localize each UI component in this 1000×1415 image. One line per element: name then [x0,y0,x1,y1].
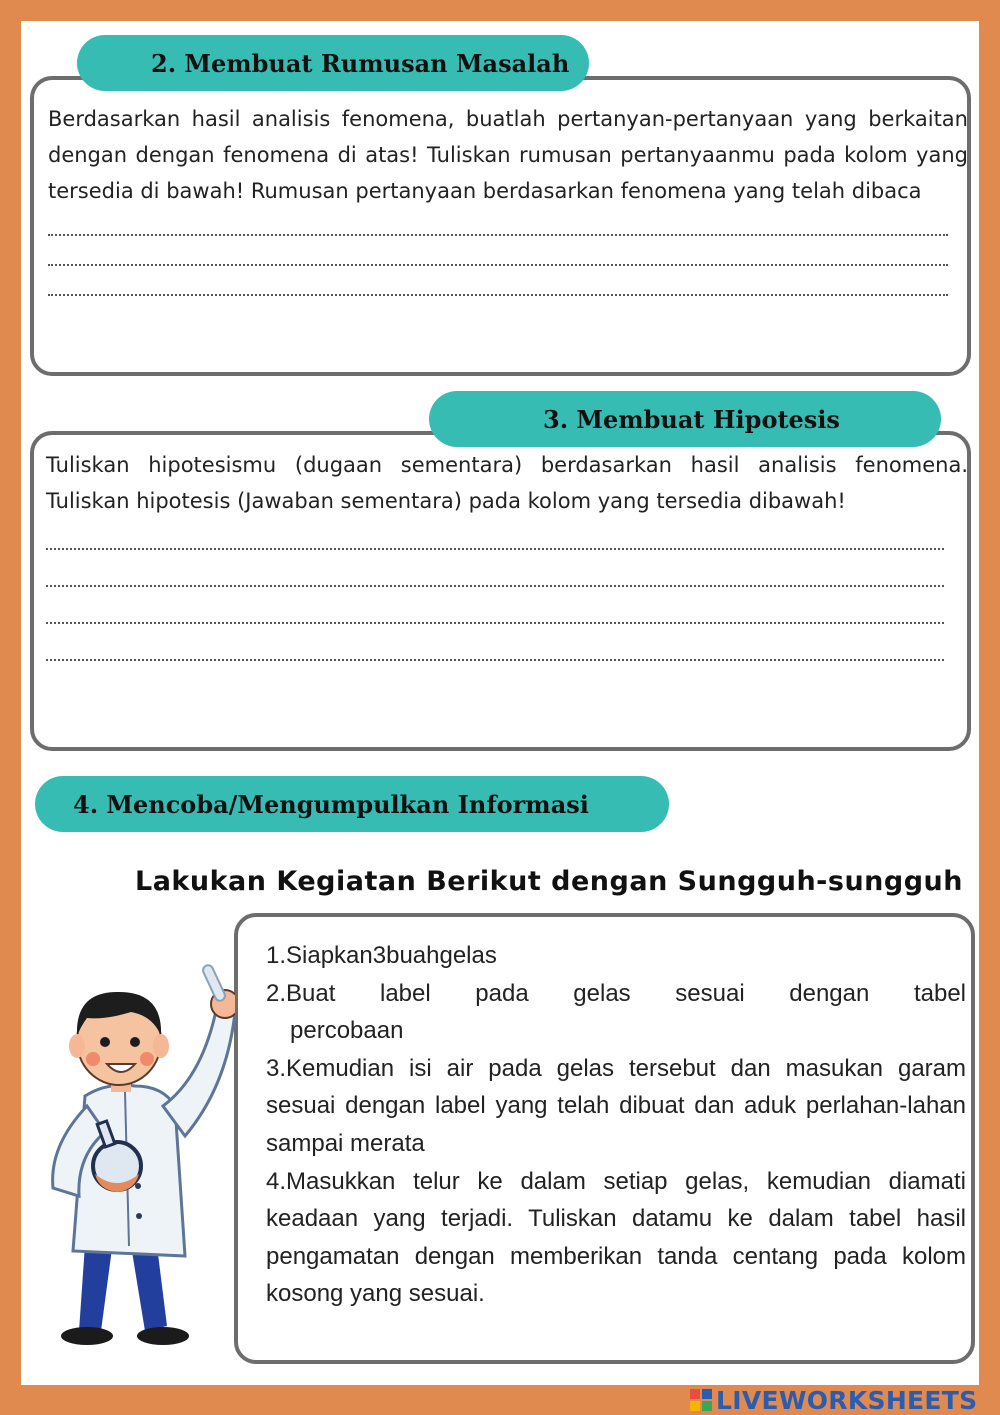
section-2-title: 2. Membuat Rumusan Masalah [151,48,570,78]
hipotesis-input-2[interactable] [48,558,946,586]
rumusan-masalah-input-1[interactable] [50,210,950,236]
section-3-title: 3. Membuat Hipotesis [543,404,840,434]
hipotesis-input-1[interactable] [48,521,946,549]
step-1: 1.Siapkan3buahgelas [266,942,497,969]
step-4: 4.Masukkan telur ke dalam setiap gelas, kemudian diamati keadaan yang terjadi. Tuliskan datamu ke dalam tabel hasil pengamatan dengan memberikan tanda centang pada kolom kosong yang sesuai. [266,1167,966,1308]
step-2: 2.Buat label pada gelas sesuai dengan tabel [266,979,966,1007]
section-3-instruction: Tuliskan hipotesismu (dugaan sementara) berdasarkan hasil analisis fenomena. Tuliskan hipotesis (Jawaban sementara) pada kolom yang tersedia dibawah! [46,453,968,513]
section-2-instruction: Berdasarkan hasil analisis fenomena, buatlah pertanyan-pertanyaan yang berkaitan dengan dengan fenomena di atas! Tuliskan rumusan pertanyaanmu pada kolom yang tersedia di bawah! Rumusan pertanyaan berdasarkan fenomena yang telah dibaca [48,107,968,203]
rumusan-masalah-input-2[interactable] [50,240,950,266]
section-2-title-pill [77,35,589,91]
hipotesis-input-4[interactable] [48,632,946,660]
section-4-title: 4. Mencoba/Mengumpulkan Informasi [73,789,589,819]
step-3: 3.Kemudian isi air pada gelas tersebut dan masukan garam sesuai dengan label yang telah dibuat dan aduk perlahan-lahan sampai merata [266,1054,966,1157]
section-3-title-pill [429,391,941,447]
rumusan-masalah-input-3[interactable] [50,270,950,296]
footer-brand [690,1386,977,1414]
step-2-continued: percobaan [290,1017,404,1045]
brand-name: LIVEWORKSHEETS [716,1385,978,1415]
hipotesis-input-3[interactable] [48,595,946,623]
activity-steps [266,937,966,1313]
section-4-title-pill [35,776,669,832]
activity-heading: Lakukan Kegiatan Berikut dengan Sungguh-sungguh [135,866,963,897]
worksheet-page [21,21,979,1385]
liveworksheets-logo-icon [690,1389,712,1411]
scientist-illustration [35,946,235,1346]
